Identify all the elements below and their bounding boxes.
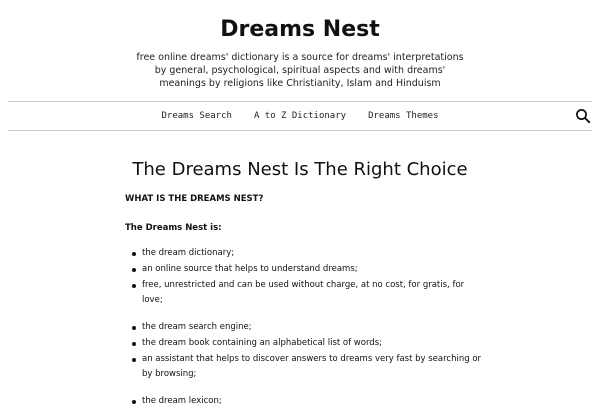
list-item: an assistant that helps to discover answers to dreams very fast by searching or by browsing; [142, 352, 485, 382]
list-item: an online source that helps to understand dreams; [142, 262, 485, 277]
section-heading-is: The Dreams Nest is: [125, 223, 222, 233]
nav-menu [8, 102, 592, 130]
list-item: the dream lexicon; [142, 394, 485, 409]
nav-item-dreams-search[interactable]: Dreams Search [161, 111, 232, 121]
search-icon [574, 107, 592, 125]
section-heading-what-is: WHAT IS THE DREAMS NEST? [125, 194, 264, 204]
list-item: free, unrestricted and can be used without charge, at no cost, for gratis, for love; [142, 278, 485, 308]
site-title[interactable]: Dreams Nest [220, 17, 380, 42]
site-description: free online dreams' dictionary is a source for dreams' interpretations by general, psychological, spiritual aspects and with dreams' meanings by religions like Christianity, Islam and Hinduism [136, 52, 464, 89]
feature-list-1 [125, 246, 485, 308]
page-title: The Dreams Nest Is The Right Choice [132, 159, 468, 180]
list-item: the dream search engine; [142, 320, 485, 335]
article-body [125, 192, 485, 410]
feature-list-3 [125, 394, 485, 409]
search-button[interactable] [574, 107, 592, 125]
list-item: the dream dictionary; [142, 246, 485, 261]
main-navigation [8, 101, 592, 131]
main-content [0, 150, 600, 406]
nav-item-a-to-z-dictionary[interactable]: A to Z Dictionary [253, 111, 347, 121]
list-item: the dream book containing an alphabetical list of words; [142, 336, 485, 351]
site-header [0, 0, 600, 90]
feature-list-2 [125, 320, 485, 382]
nav-item-dreams-themes[interactable]: Dreams Themes [368, 111, 439, 121]
